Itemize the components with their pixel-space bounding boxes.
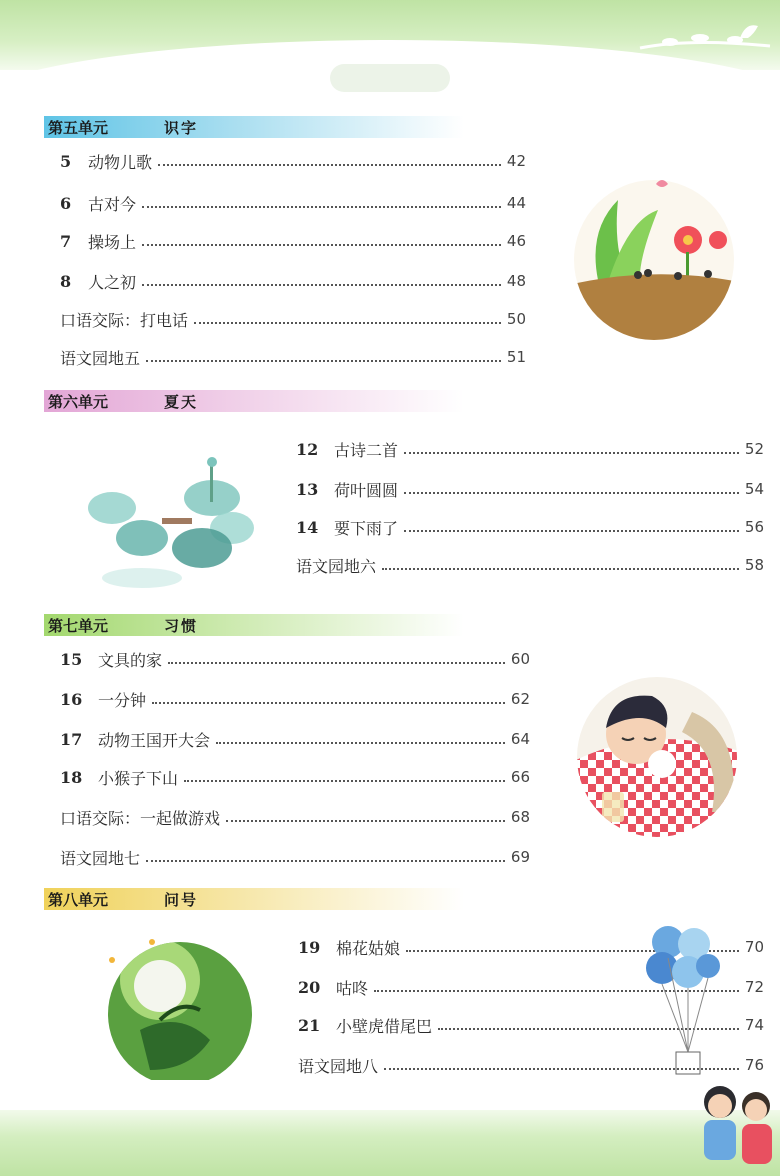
leader-dots	[404, 492, 739, 494]
lesson-number: 21	[298, 1015, 321, 1035]
leader-dots	[226, 820, 505, 822]
unit-number: 第八单元	[48, 890, 109, 909]
leader-dots	[404, 452, 739, 454]
leader-dots	[146, 360, 501, 362]
lesson-number: 7	[60, 231, 72, 251]
lesson-number: 12	[296, 439, 319, 459]
bee-icon	[149, 939, 155, 945]
lesson-title: 文具的家	[98, 650, 163, 670]
lesson-number: 17	[60, 729, 83, 749]
unit-name: 夏天	[164, 392, 199, 411]
lesson-title: 语文园地六	[296, 556, 377, 576]
lesson-title: 语文园地七	[60, 848, 141, 868]
page-number: 44	[506, 194, 526, 212]
leader-dots	[404, 530, 739, 532]
unit-number: 第七单元	[48, 616, 109, 635]
toc-item[interactable]	[296, 436, 764, 462]
leader-dots	[168, 662, 505, 664]
page-number: 50	[506, 310, 526, 328]
toc-item[interactable]	[296, 514, 764, 540]
page-number: 70	[744, 938, 764, 956]
toc-item[interactable]	[60, 148, 526, 174]
branch-bird-icon	[630, 8, 780, 68]
page-number: 60	[510, 650, 530, 668]
lesson-number: 13	[296, 479, 319, 499]
page-number: 68	[510, 808, 530, 826]
lesson-title: 动物王国开大会	[98, 730, 211, 750]
toc-item[interactable]	[60, 344, 526, 370]
ants-and-flowers-illustration	[568, 170, 740, 340]
lesson-title: 要下雨了	[334, 518, 399, 538]
lesson-title: 古诗二首	[334, 440, 399, 460]
page-number: 42	[506, 152, 526, 170]
toc-item[interactable]	[60, 686, 530, 712]
page-number: 66	[510, 768, 530, 786]
unit-name: 识字	[164, 118, 199, 137]
page-number: 58	[744, 556, 764, 574]
cotton-girl-illustration	[100, 930, 260, 1090]
leader-dots	[142, 206, 501, 208]
toc-item[interactable]	[60, 764, 530, 790]
leader-dots	[152, 702, 505, 704]
leader-dots	[142, 284, 501, 286]
lesson-title: 小壁虎借尾巴	[336, 1016, 433, 1036]
children-illustration	[690, 1080, 780, 1176]
toc-item[interactable]	[60, 646, 530, 672]
lesson-title: 口语交际：一起做游戏	[60, 808, 221, 828]
page-number: 64	[510, 730, 530, 748]
lesson-title: 小猴子下山	[98, 768, 179, 788]
unit-number: 第六单元	[48, 392, 109, 411]
lesson-number: 18	[60, 767, 83, 787]
lesson-title: 动物儿歌	[88, 152, 153, 172]
page-number: 76	[744, 1056, 764, 1074]
page-number: 52	[744, 440, 764, 458]
balloons-icon	[638, 922, 728, 1102]
page-number: 62	[510, 690, 530, 708]
lesson-number: 19	[298, 937, 321, 957]
leader-dots	[216, 742, 505, 744]
leader-dots	[146, 860, 505, 862]
lesson-number: 16	[60, 689, 83, 709]
page-number: 72	[744, 978, 764, 996]
page-number: 51	[506, 348, 526, 366]
page-number: 46	[506, 232, 526, 250]
unit-6-header	[44, 390, 464, 412]
unit-7-header	[44, 614, 464, 636]
lesson-title: 棉花姑娘	[336, 938, 401, 958]
page-number: 48	[506, 272, 526, 290]
leader-dots	[158, 164, 501, 166]
lotus-pond-illustration	[82, 448, 260, 598]
sleeping-boy-illustration	[572, 672, 742, 842]
toc-item[interactable]	[60, 306, 526, 332]
leader-dots	[194, 322, 501, 324]
unit-number: 第五单元	[48, 118, 109, 137]
lesson-number: 8	[60, 271, 72, 291]
page-number: 54	[744, 480, 764, 498]
lesson-title: 咕咚	[336, 978, 369, 998]
unit-5-header	[44, 116, 464, 138]
bottom-decorative-band	[0, 1110, 780, 1176]
lesson-title: 口语交际：打电话	[60, 310, 189, 330]
toc-item[interactable]	[296, 476, 764, 502]
bee-icon	[109, 957, 115, 963]
unit-name: 习惯	[164, 616, 199, 635]
lesson-title: 古对今	[88, 194, 137, 214]
lesson-title: 一分钟	[98, 690, 147, 710]
toc-item[interactable]	[60, 726, 530, 752]
lesson-title: 语文园地五	[60, 348, 141, 368]
lesson-title: 语文园地八	[298, 1056, 379, 1076]
lesson-title: 人之初	[88, 272, 137, 292]
lesson-number: 6	[60, 193, 72, 213]
lesson-number: 5	[60, 151, 72, 171]
unit-8-header	[44, 888, 464, 910]
page-number: 56	[744, 518, 764, 536]
page-number: 69	[510, 848, 530, 866]
toc-item[interactable]	[60, 268, 526, 294]
lesson-title: 荷叶圆圆	[334, 480, 399, 500]
toc-item[interactable]	[60, 804, 530, 830]
leader-dots	[142, 244, 501, 246]
lesson-number: 14	[296, 517, 319, 537]
leader-dots	[184, 780, 505, 782]
leader-dots	[382, 568, 739, 570]
toc-item[interactable]	[60, 190, 526, 216]
page-number: 74	[744, 1016, 764, 1034]
lesson-number: 15	[60, 649, 83, 669]
toc-item[interactable]	[296, 552, 764, 578]
toc-item[interactable]	[60, 844, 530, 870]
faded-heading-watermark	[330, 64, 450, 92]
toc-item[interactable]	[60, 228, 526, 254]
unit-name: 问号	[164, 890, 199, 909]
lesson-title: 操场上	[88, 232, 137, 252]
lesson-number: 20	[298, 977, 321, 997]
